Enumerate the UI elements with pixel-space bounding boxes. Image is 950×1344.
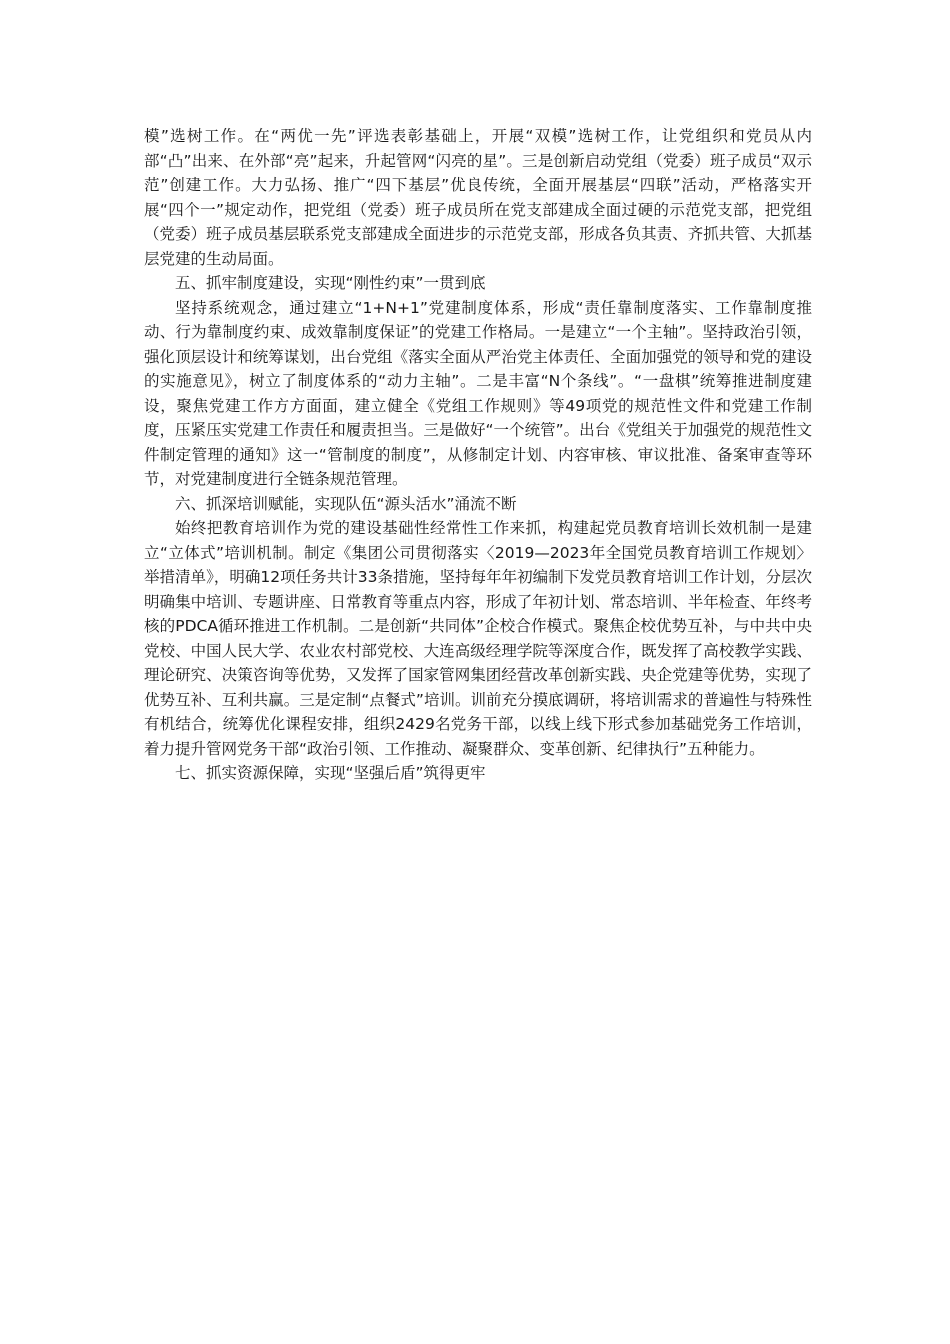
paragraph-body-1: 模”选树工作。在“两优一先”评选表彰基础上，开展“双模”选树工作，让党组织和党员从内部“凸”出来、在外部“亮”起来，升起管网“闪亮的星”。三是创新启动党组（党委）班子成员“双示范”创建工作。大力弘扬、推广“四下基层”优良传统，全面开展基层“四联”活动，严格落实开展“四个一”规定动作，把党组（党委）班子成员所在党支部建成全面过硬的示范党支部，把党组（党委）班子成员基层联系党支部建成全面进步的示范党支部，形成各负其责、齐抓共管、大抓基层党建的生动局面。 <box>144 127 812 268</box>
paragraph-body-3: 始终把教育培训作为党的建设基础性经常性工作来抓，构建起党员教育培训长效机制一是建立“立体式”培训机制。制定《集团公司贯彻落实〈2019—2023年全国党员教育培训工作规划〉举措清单》，明确12项任务共计33条措施，坚持每年年初编制下发党员教育培训工作计划，分层次明确集中培训、专题讲座、日常教育等重点内容，形成了年初计划、常态培训、半年检查、年终考核的PDCA循环推进工作机制。二是创新“共同体”企校合作模式。聚焦企校优势互补，与中共中央党校、中国人民大学、农业农村部党校、大连高级经理学院等深度合作，既发挥了高校教学实践、理论研究、决策咨询等优势，又发挥了国家管网集团经营改革创新实践、央企党建等优势，实现了优势互补、互利共赢。三是定制“点餐式”培训。训前充分摸底调研，将培训需求的普遍性与特殊性有机结合，统筹优化课程安排，组织2429名党务干部，以线上线下形式参加基础党务工作培训，着力提升管网党务干部“政治引领、工作推动、凝聚群众、变革创新、纪律执行”五种能力。 <box>144 519 812 758</box>
section-heading-5: 五、抓牢制度建设，实现“刚性约束”一贯到底 <box>175 274 486 292</box>
document-page <box>144 124 812 786</box>
section-heading-6: 六、抓深培训赋能，实现队伍“源头活水”涌流不断 <box>175 494 517 513</box>
section-heading-7: 七、抓实资源保障，实现“坚强后盾”筑得更牢 <box>175 764 486 782</box>
paragraph-body-2: 坚持系统观念，通过建立“1+N+1”党建制度体系，形成“责任靠制度落实、工作靠制度推动、行为靠制度约束、成效靠制度保证”的党建工作格局。一是建立“一个主轴”。坚持政治引领，强化顶层设计和统筹谋划，出台党组《落实全面从严治党主体责任、全面加强党的领导和党的建设的实施意见》，树立了制度体系的“动力主轴”。二是丰富“N个条线”。“一盘棋”统筹推进制度建设，聚焦党建工作方方面面，建立健全《党组工作规则》等49项党的规范性文件和党建工作制度，压紧压实党建工作责任和履责担当。三是做好“一个统管”。出台《党组关于加强党的规范性文件制定管理的通知》这一“管制度的制度”，从修制定计划、内容审核、审议批准、备案审查等环节，对党建制度进行全链条规范管理。 <box>144 298 812 488</box>
